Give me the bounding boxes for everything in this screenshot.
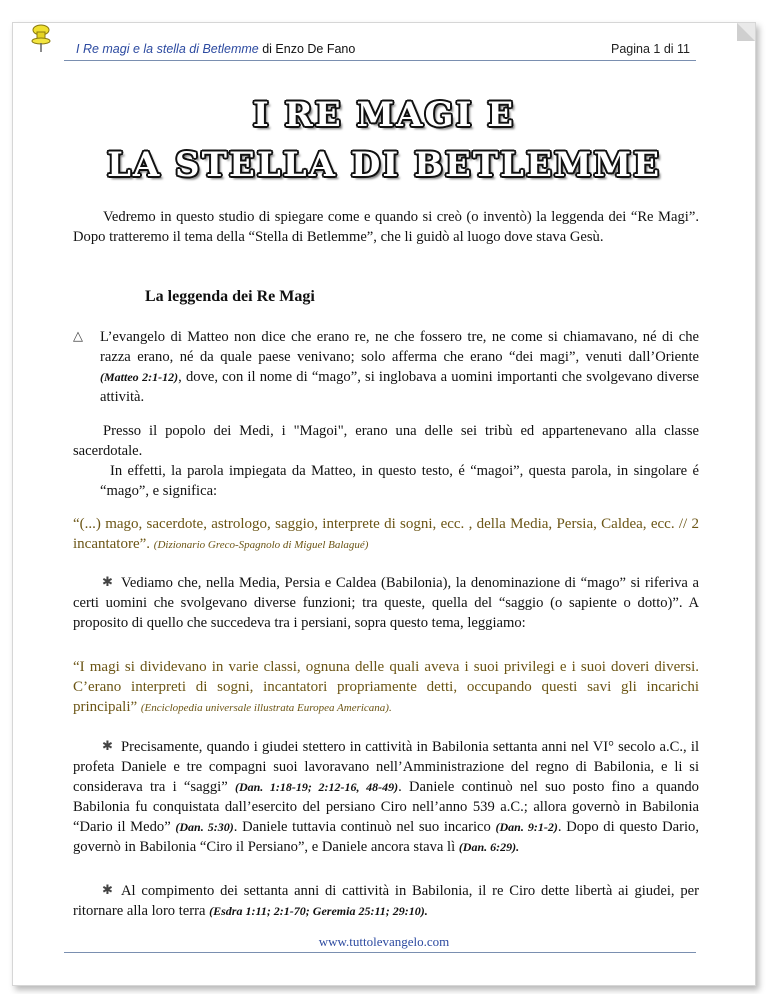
- asterisk-bullet-icon: ✱: [102, 574, 113, 589]
- paragraph-4: Vediamo che, nella Media, Persia e Caldea (Babilonia), la denominazione di “mago” si riferiva a certi uomini che svolgevano diverse funzioni; tra queste, quella del “saggio (o sapiente o dotto)”. A proposito di quello che succedeva tra i persiani, sopra questo tema, leggiamo:: [73, 575, 699, 631]
- page-curl: [737, 23, 755, 41]
- header-doc-title: I Re magi e la stella di Betlemme: [76, 42, 259, 56]
- paragraph-5: Precisamente, quando i giudei stettero in cattività in Babilonia settanta anni nel VI° secolo a.C., il profeta Daniele e tre compagni suoi lavoravano nell’Amministrazione del regno di Babilonia, e li si considerava tra i “saggi” (Dan. 1:18-19; 2:12-16, 48-49). Daniele continuò nel suo posto fino a quando Babilonia fu conquistata dall’esercito del persiano Ciro nell’anno 539 a.C.; allora governò in Babilonia “Dario il Medo” (Dan. 5:30). Daniele tuttavia continuò nel suo incarico (Dan. 9:1-2). Dopo di questo Dario, governò in Babilonia “Ciro il Persiano”, e Daniele ancora stava lì (Dan. 6:29).: [73, 739, 699, 855]
- paragraph-3: In effetti, la parola impiegata da Matteo, in questo testo, é “magoi”, questa parola, in singolare é “mago”, e significa:: [100, 463, 699, 499]
- footer-website-link[interactable]: www.tuttolevangelo.com: [318, 934, 450, 949]
- paragraph-2: Presso il popolo dei Medi, i "Magoi", erano una delle sei tribù ed appartenevano alla classe sacerdotale.: [73, 423, 699, 459]
- page-header: [64, 40, 696, 61]
- paragraph-1: L’evangelo di Matteo non dice che erano re, ne che fossero tre, ne come si chiamavano, né di che razza erano, né da quale paese venivano; solo afferma che erano “dei magi”, venuti dall’Oriente (Matteo 2:1-12), dove, con il nome di “mago”, si inglobava a uomini importanti che svolgevano diverse attività.: [100, 329, 699, 405]
- page-number: Pagina 1 di 11: [611, 42, 690, 56]
- title-line-2: LA STELLA DI BETLEMME: [106, 145, 662, 185]
- asterisk-bullet-icon: ✱: [102, 882, 113, 897]
- quote-2: “I magi si dividevano in varie classi, ognuna delle quali aveva i suoi privilegi e i suoi doveri diversi. C’erano interpreti di sogni, incantatori propriamente detti, occupando questi savi gli incarichi principali” (Enciclopedia universale illustrata Europea Americana).: [73, 659, 699, 715]
- section-title: La leggenda dei Re Magi: [145, 288, 315, 305]
- footer-divider: [64, 952, 696, 953]
- header-author: di Enzo De Fano: [262, 42, 356, 56]
- reference-matteo: (Matteo 2:1-12): [100, 370, 179, 384]
- pushpin-icon: [30, 24, 52, 54]
- paragraph-6: Al compimento dei settanta anni di cattività in Babilonia, il re Ciro dette libertà ai giudei, per ritornare alla loro terra (Esdra 1:11; 2:1-70; Geremia 25:11; 29:10).: [73, 883, 699, 919]
- quote-1-source: (Dizionario Greco-Spagnolo di Miguel Balagué): [153, 539, 369, 551]
- quote-2-source: (Enciclopedia universale illustrata Europea Americana).: [140, 702, 392, 714]
- title-line-1: I RE MAGI E: [252, 95, 516, 135]
- asterisk-bullet-icon: ✱: [102, 738, 113, 753]
- quote-1: “(...) mago, sacerdote, astrologo, saggio, interprete di sogni, ecc. , della Media, Persia, Caldea, ecc. // 2 incantatore”. (Dizionario Greco-Spagnolo di Miguel Balagué): [73, 516, 699, 552]
- caret-bullet-icon: △: [73, 328, 83, 343]
- intro-paragraph: Vedremo in questo studio di spiegare come e quando si creò (o inventò) la leggenda dei “Re Magi”. Dopo tratteremo il tema della “Stella di Betlemme”, che li guidò al luogo dove stava Gesù.: [73, 209, 699, 245]
